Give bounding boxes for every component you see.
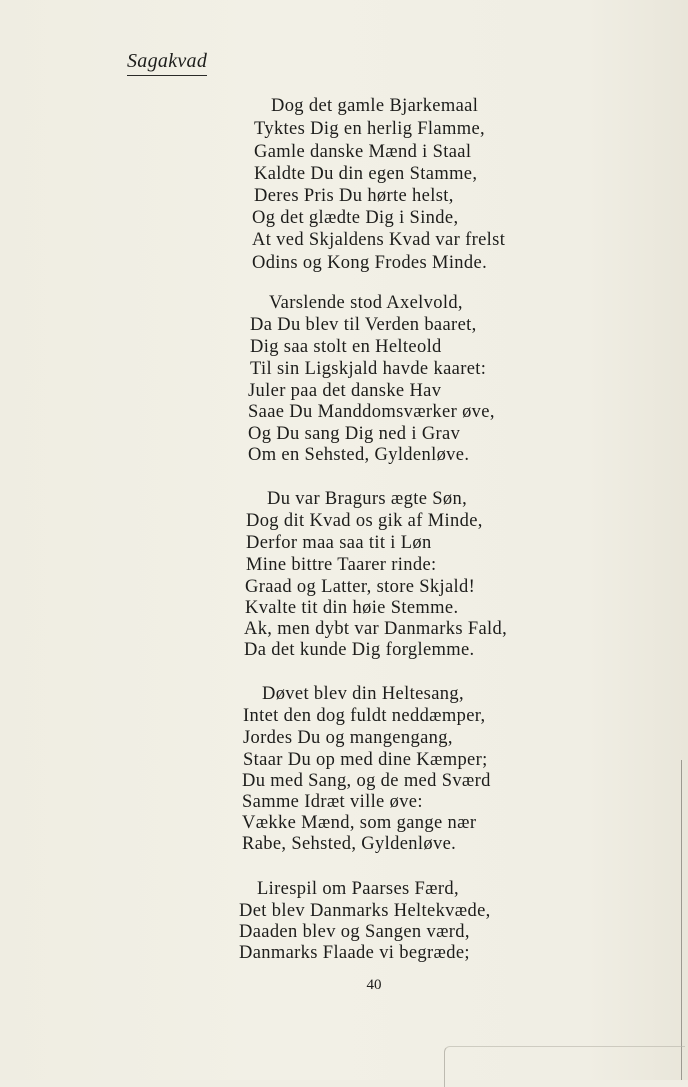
- verse-line: Du med Sang, og de med Sværd: [242, 771, 491, 791]
- verse-line: Døvet blev din Heltesang,: [262, 684, 464, 704]
- verse-line: Lirespil om Paarses Færd,: [257, 879, 459, 899]
- verse-line: Dig saa stolt en Helteold: [250, 337, 442, 357]
- verse-line: Til sin Ligskjald havde kaaret:: [250, 359, 487, 379]
- verse-line: Dog det gamle Bjarkemaal: [271, 96, 479, 116]
- verse-line: Ak, men dybt var Danmarks Fald,: [244, 619, 508, 639]
- page-edge-line: [681, 760, 682, 1080]
- verse-line: Kaldte Du din egen Stamme,: [254, 164, 478, 184]
- verse-line: Jordes Du og mangengang,: [243, 728, 453, 748]
- verse-line: Du var Bragurs ægte Søn,: [267, 489, 468, 509]
- verse-line: Kvalte tit din høie Stemme.: [245, 598, 459, 618]
- running-head: Sagakvad: [127, 50, 207, 76]
- verse-line: Samme Idræt ville øve:: [242, 792, 423, 812]
- verse-line: Tyktes Dig en herlig Flamme,: [254, 119, 485, 139]
- verse-line: Dog dit Kvad os gik af Minde,: [246, 511, 483, 531]
- verse-line: Da det kunde Dig forglemme.: [244, 640, 475, 660]
- verse-line: Og Du sang Dig ned i Grav: [248, 424, 461, 444]
- verse-line: Deres Pris Du hørte helst,: [254, 186, 454, 206]
- verse-line: Daaden blev og Sangen værd,: [239, 922, 470, 942]
- verse-line: Saae Du Manddomsværker øve,: [248, 402, 495, 422]
- verse-line: Om en Sehsted, Gyldenløve.: [248, 445, 470, 465]
- verse-line: Varslende stod Axelvold,: [269, 293, 463, 313]
- verse-line: Staar Du op med dine Kæmper;: [243, 750, 488, 770]
- verse-line: Og det glædte Dig i Sinde,: [252, 208, 459, 228]
- verse-line: Det blev Danmarks Heltekvæde,: [239, 901, 491, 921]
- page-number: 40: [366, 977, 382, 993]
- verse-line: Vække Mænd, som gange nær: [242, 813, 477, 833]
- verse-line: Danmarks Flaade vi begræde;: [239, 943, 470, 963]
- verse-line: Rabe, Sehsted, Gyldenløve.: [242, 834, 457, 854]
- verse-line: Juler paa det danske Hav: [248, 381, 442, 401]
- verse-line: Da Du blev til Verden baaret,: [250, 315, 477, 335]
- verse-line: At ved Skjaldens Kvad var frelst: [252, 230, 506, 250]
- verse-line: Graad og Latter, store Skjald!: [245, 577, 476, 597]
- verse-line: Derfor maa saa tit i Løn: [246, 533, 432, 553]
- verse-line: Intet den dog fuldt neddæmper,: [243, 706, 486, 726]
- page-edge-corner: [444, 1046, 685, 1087]
- verse-line: Odins og Kong Frodes Minde.: [252, 253, 488, 273]
- verse-line: Mine bittre Taarer rinde:: [246, 555, 437, 575]
- verse-line: Gamle danske Mænd i Staal: [254, 142, 472, 162]
